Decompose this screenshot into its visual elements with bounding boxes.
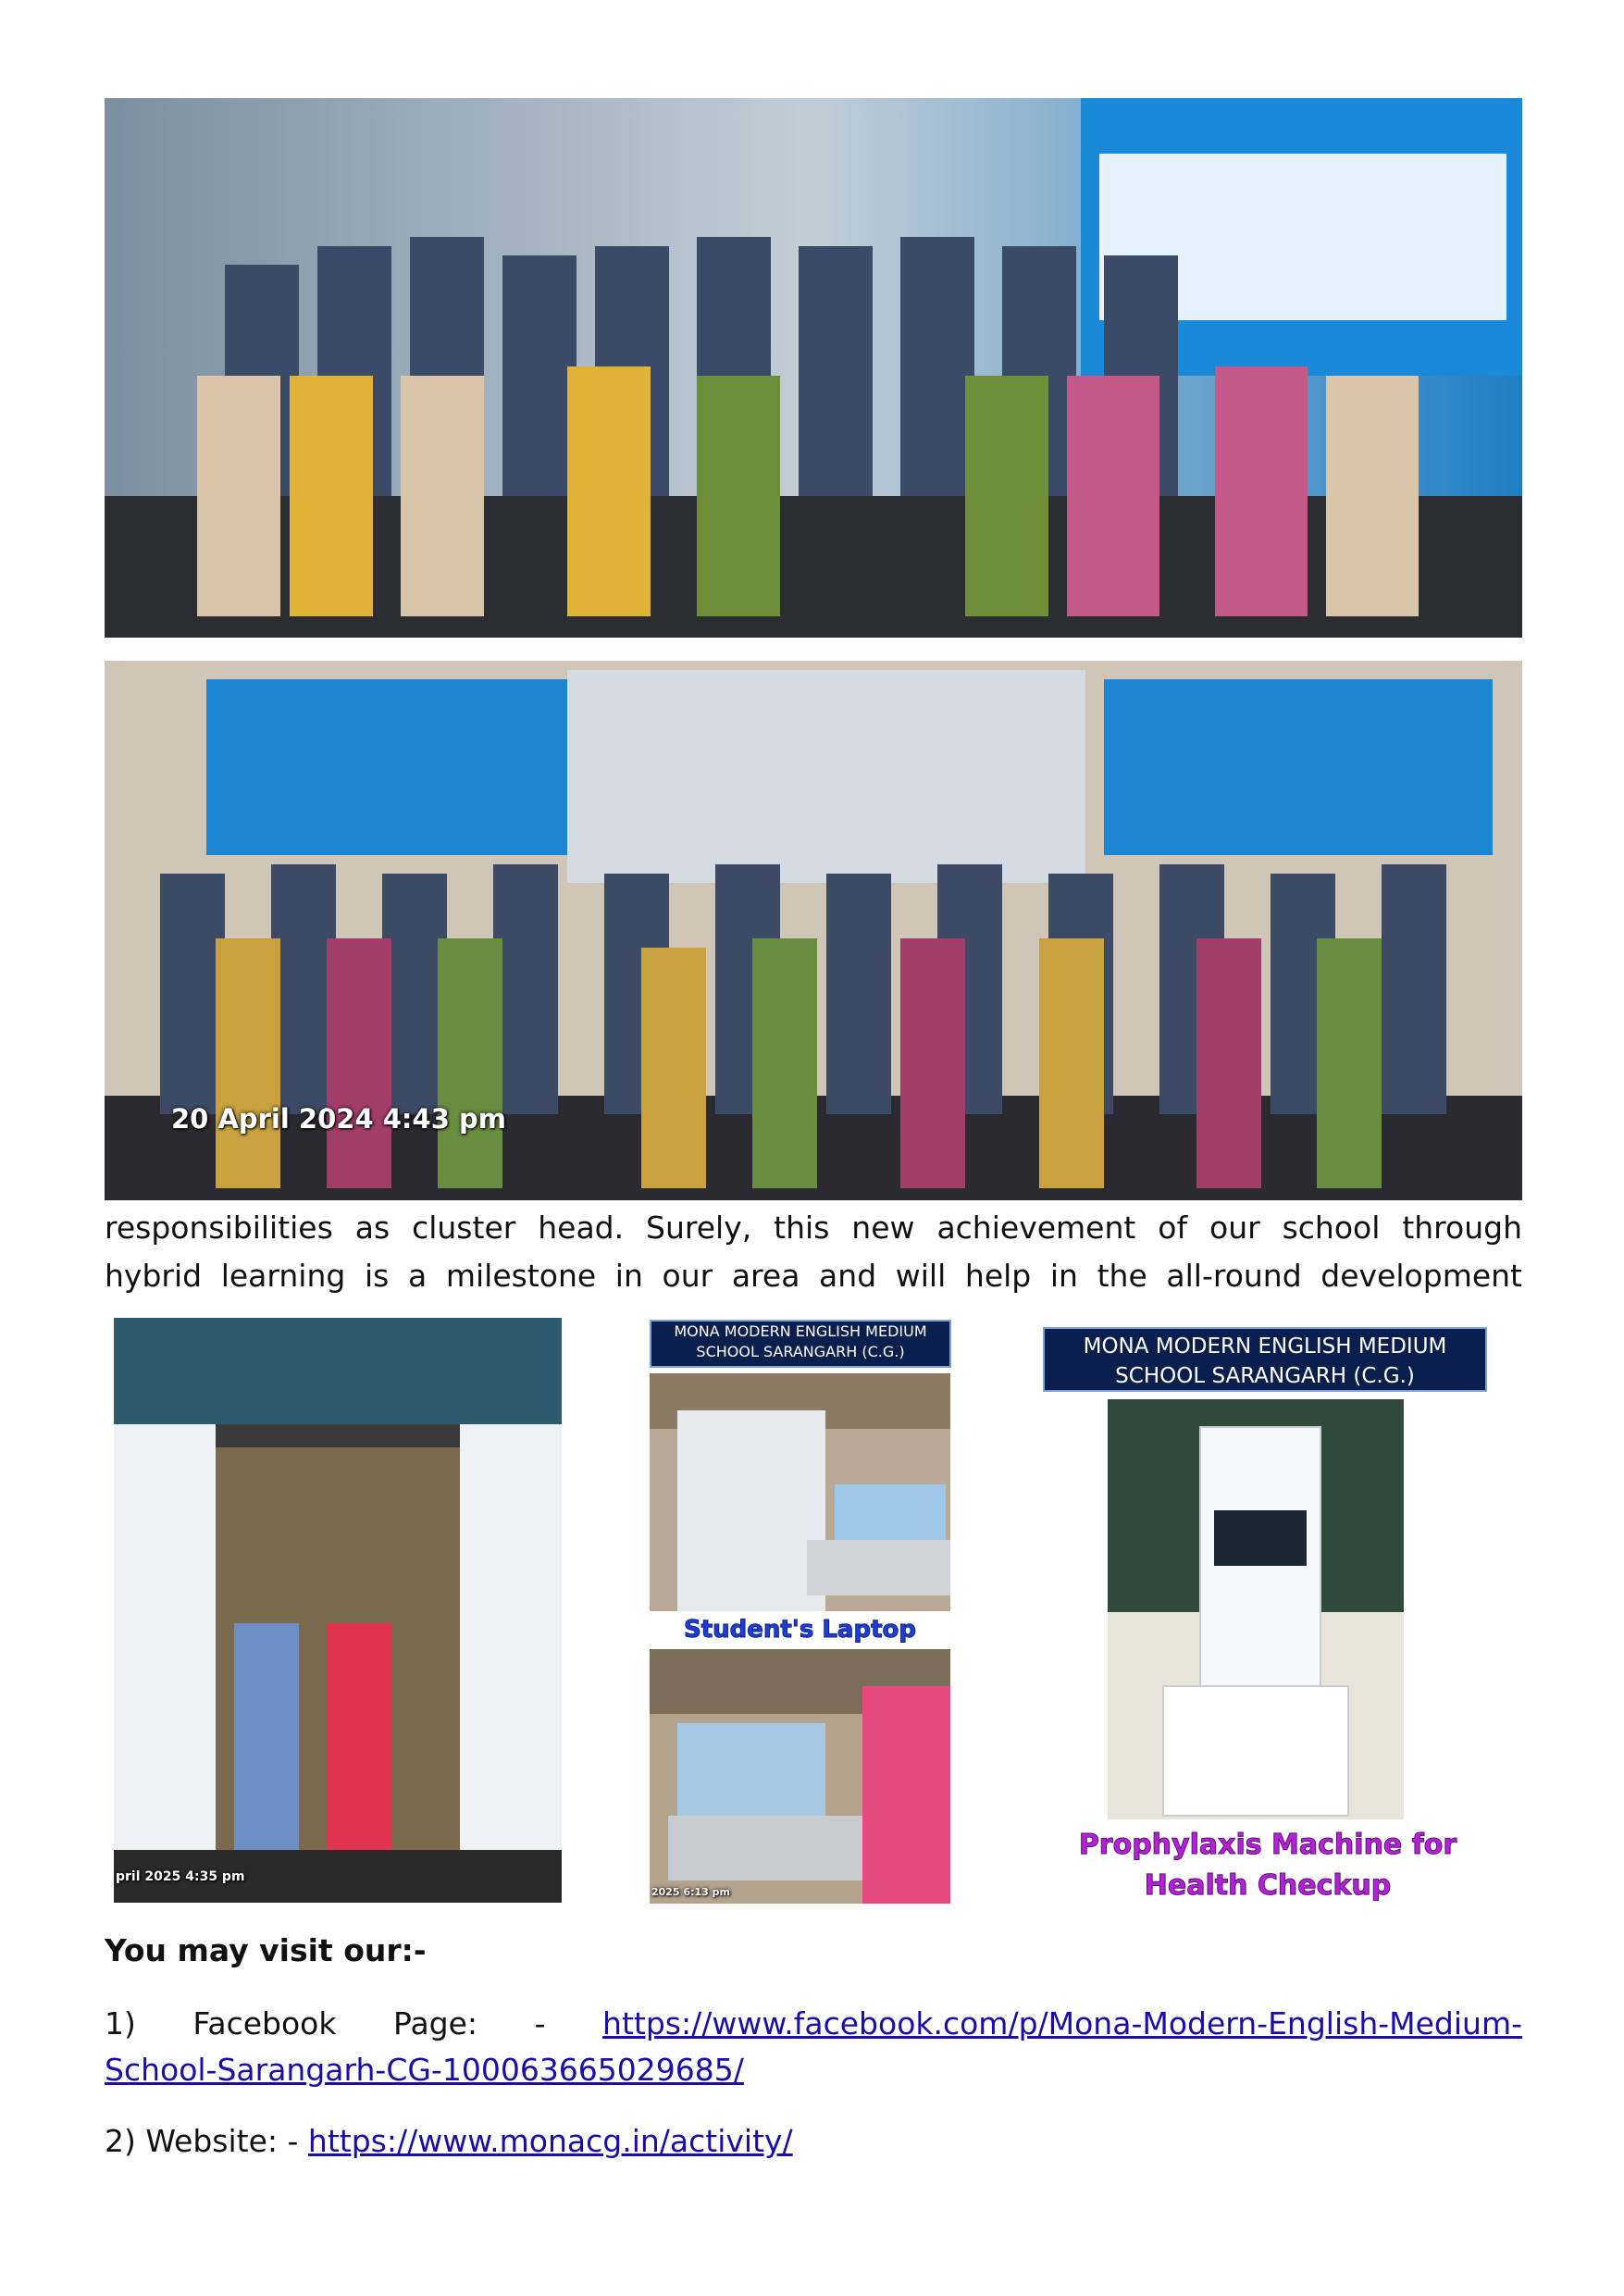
website-link[interactable]: https://www.monacg.in/activity/ (307, 2123, 793, 2159)
paragraph-line-2: hybrid learning is a milestone in our area and will help in the all-round development (105, 1258, 1522, 1294)
photo-timestamp: pril 2025 4:35 pm (116, 1869, 245, 1884)
facebook-link-continuation[interactable]: School-Sarangarh-CG-100063665029685/ (105, 2052, 744, 2088)
photo-timestamp: 2025 6:13 pm (651, 1886, 730, 1898)
school-banner (1043, 1327, 1487, 1392)
prophylaxis-machine-photo (1108, 1399, 1404, 1819)
laptop-photo-1 (650, 1373, 950, 1611)
entrance-photo (114, 1318, 562, 1903)
facebook-link[interactable]: https://www.facebook.com/p/Mona-Modern-English-Medium- (602, 2005, 1522, 2042)
laptop-caption: Student's Laptop (684, 1616, 916, 1644)
machine-caption-line-1: Prophylaxis Machine for (1078, 1829, 1457, 1861)
school-banner-line-1: MONA MODERN ENGLISH MEDIUM (1083, 1334, 1447, 1359)
website-prefix: 2) Website: - (105, 2123, 308, 2159)
school-banner-line-2: SCHOOL SARANGARH (C.G.) (696, 1343, 905, 1360)
school-banner-line-2: SCHOOL SARANGARH (C.G.) (1115, 1364, 1415, 1388)
facebook-prefix: 1) Facebook Page: - (105, 2005, 603, 2042)
school-banner (650, 1320, 951, 1368)
large-group-photo (105, 661, 1522, 1200)
photo-timestamp: 20 April 2024 4:43 pm (171, 1103, 506, 1135)
facebook-line (105, 2002, 1522, 2046)
paragraph-line-1: responsibilities as cluster head. Surely, this new achievement of our school through (105, 1210, 1522, 1246)
visit-heading: You may visit our:- (105, 1932, 427, 1968)
top-group-photo (105, 98, 1522, 638)
school-banner-line-1: MONA MODERN ENGLISH MEDIUM (674, 1322, 927, 1340)
machine-caption (1018, 1825, 1518, 1906)
machine-caption-line-2: Health Checkup (1144, 1869, 1392, 1902)
facebook-line-2 (105, 2048, 744, 2092)
laptop-photo-2 (650, 1649, 950, 1904)
website-line (105, 2119, 793, 2164)
